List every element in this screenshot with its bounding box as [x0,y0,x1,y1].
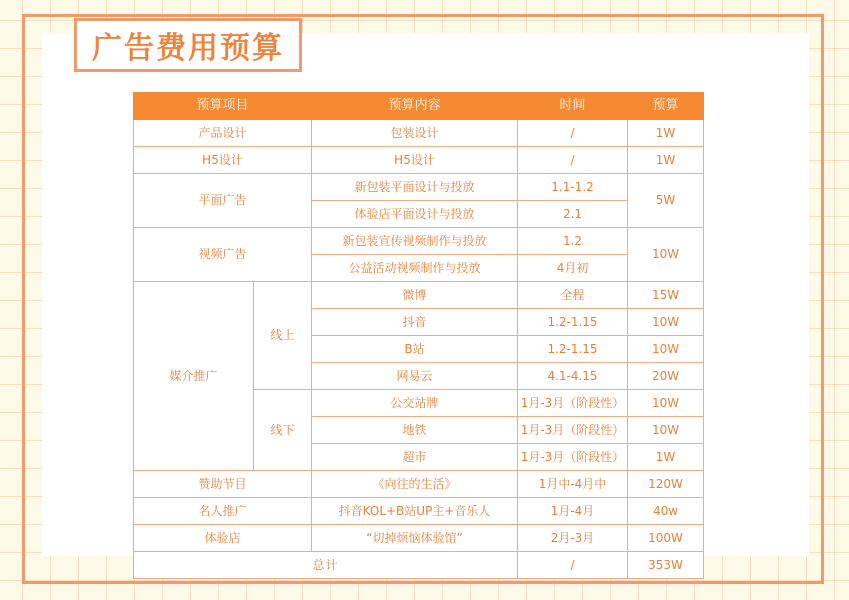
cell-time: 1.2 [518,228,628,255]
cell-content: 微博 [312,282,518,309]
cell-content: 抖音 [312,309,518,336]
budget-table [133,92,704,579]
cell-content: 超市 [312,444,518,471]
cell-item: 媒介推广 [134,282,254,471]
table-row [134,228,704,255]
cell-content: B站 [312,336,518,363]
cell-time: 1月中-4月中 [518,471,628,498]
cell-content: 《向往的生活》 [312,471,518,498]
cell-budget: 100W [628,525,704,552]
cell-time: 2月-3月 [518,525,628,552]
cell-item: 名人推广 [134,498,312,525]
cell-time: 1月-3月（阶段性） [518,417,628,444]
cell-time: / [518,147,628,174]
table-row [134,282,704,309]
cell-content: 体验店平面设计与投放 [312,201,518,228]
table-header-budget: 预算 [628,93,704,120]
cell-budget: 120W [628,471,704,498]
cell-budget: 1W [628,147,704,174]
table-row [134,471,704,498]
table-header-row [134,93,704,120]
cell-time: / [518,120,628,147]
cell-time: 1月-3月（阶段性） [518,444,628,471]
cell-content: 地铁 [312,417,518,444]
cell-budget: 5W [628,174,704,228]
cell-content: 新包装宣传视频制作与投放 [312,228,518,255]
cell-content: 公交站牌 [312,390,518,417]
cell-content: 公益活动视频制作与投放 [312,255,518,282]
cell-content: 抖音KOL+B站UP主+音乐人 [312,498,518,525]
cell-time: 1.1-1.2 [518,174,628,201]
cell-item: 平面广告 [134,174,312,228]
cell-budget: 10W [628,309,704,336]
cell-time: 1.2-1.15 [518,309,628,336]
cell-budget: 1W [628,120,704,147]
cell-total-label: 总计 [134,552,518,579]
cell-content: “切掉烦恼体验馆” [312,525,518,552]
cell-item: 产品设计 [134,120,312,147]
cell-time: 全程 [518,282,628,309]
table-row [134,174,704,201]
cell-time: 1月-4月 [518,498,628,525]
page-title: 广告费用预算 [92,31,284,66]
cell-subitem: 线上 [254,282,312,390]
cell-budget: 20W [628,363,704,390]
cell-budget: 10W [628,336,704,363]
cell-time: 1月-3月（阶段性） [518,390,628,417]
table-row [134,525,704,552]
cell-item: 体验店 [134,525,312,552]
cell-content: H5设计 [312,147,518,174]
cell-content: 新包装平面设计与投放 [312,174,518,201]
table-header-content: 预算内容 [312,93,518,120]
cell-item: H5设计 [134,147,312,174]
cell-item: 视频广告 [134,228,312,282]
cell-content: 网易云 [312,363,518,390]
page-title-box [74,18,302,72]
table-row [134,120,704,147]
cell-budget: 10W [628,417,704,444]
cell-budget: 10W [628,390,704,417]
cell-time: 2.1 [518,201,628,228]
cell-item: 赞助节目 [134,471,312,498]
table-header-item: 预算项目 [134,93,312,120]
cell-budget: 15W [628,282,704,309]
table-total-row [134,552,704,579]
cell-budget: 1W [628,444,704,471]
cell-time: 4月初 [518,255,628,282]
cell-budget: 40w [628,498,704,525]
table-header-time: 时间 [518,93,628,120]
cell-time: 1.2-1.15 [518,336,628,363]
table-row [134,498,704,525]
cell-total-budget: 353W [628,552,704,579]
cell-content: 包装设计 [312,120,518,147]
cell-subitem: 线下 [254,390,312,471]
cell-total-time: / [518,552,628,579]
cell-time: 4.1-4.15 [518,363,628,390]
cell-budget: 10W [628,228,704,282]
table-row [134,147,704,174]
